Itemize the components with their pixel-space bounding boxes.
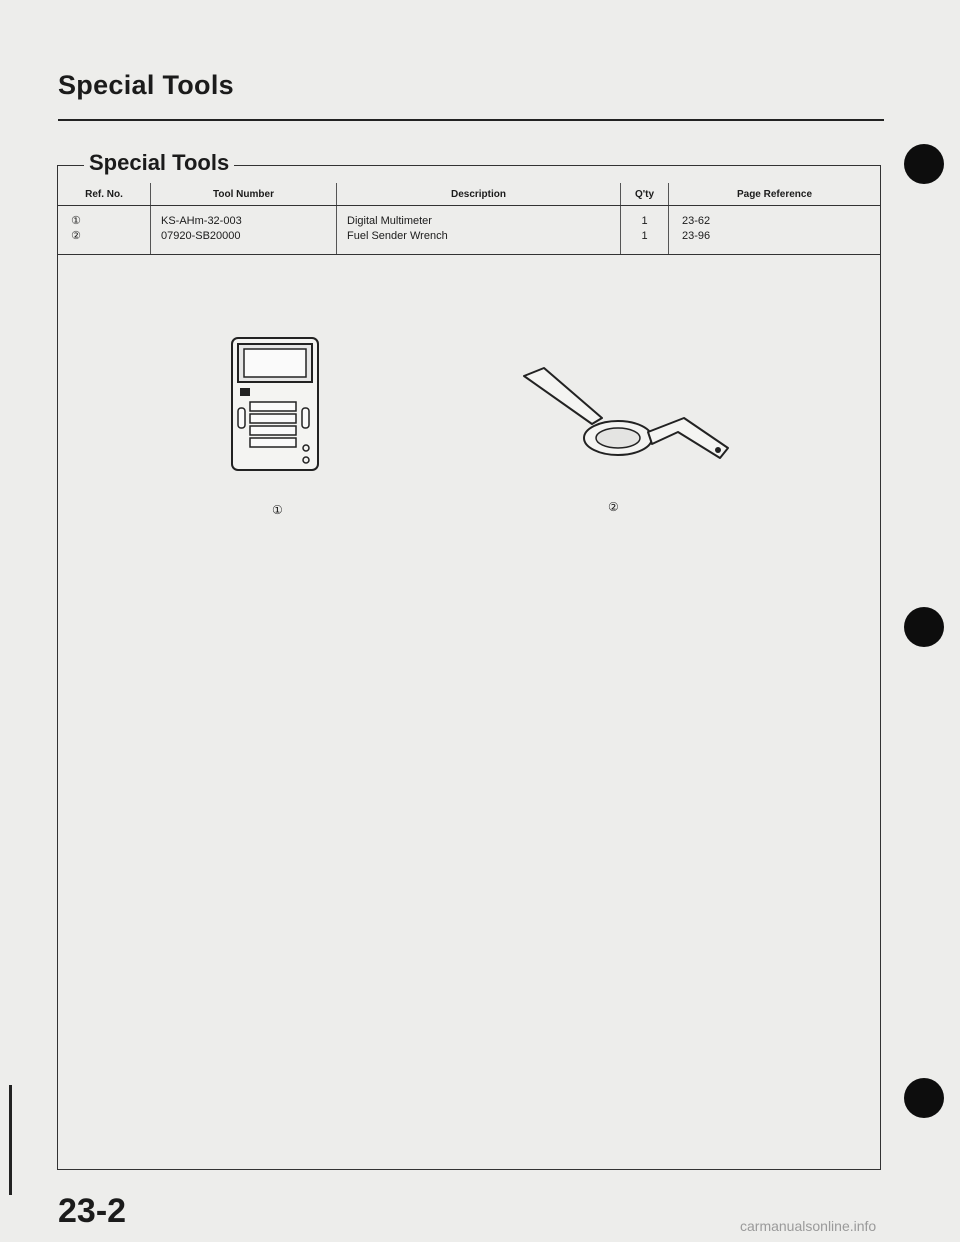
page-number: 23-2 xyxy=(58,1192,127,1230)
tool-number-1: KS-AHm-32-003 xyxy=(161,215,242,227)
ref-cell xyxy=(58,206,151,255)
page-title: Special Tools xyxy=(58,70,234,100)
ref-1: ① xyxy=(71,215,81,227)
fuel-sender-wrench-illustration xyxy=(518,366,736,468)
description-2: Fuel Sender Wrench xyxy=(347,230,448,242)
tool-number-cell xyxy=(151,206,337,255)
page-ref-1: 23-62 xyxy=(682,215,711,227)
description-1: Digital Multimeter xyxy=(347,215,432,227)
header-ref-no: Ref. No. xyxy=(58,183,151,206)
section-title: Special Tools xyxy=(84,150,234,176)
table-header-row xyxy=(58,183,880,206)
header-tool-number: Tool Number xyxy=(151,183,337,206)
qty-cell xyxy=(621,206,669,255)
qty-2: 1 xyxy=(641,230,648,242)
binder-hole-1 xyxy=(904,144,944,184)
page-reference-cell xyxy=(669,206,881,255)
binder-hole-3 xyxy=(904,1078,944,1118)
description-cell xyxy=(337,206,621,255)
header-qty: Q'ty xyxy=(621,183,669,206)
qty-1: 1 xyxy=(641,215,648,227)
page-ref-2: 23-96 xyxy=(682,230,711,242)
table-row xyxy=(58,206,880,255)
margin-bar xyxy=(9,1085,12,1195)
ref-2: ② xyxy=(71,230,81,242)
digital-multimeter-illustration xyxy=(228,336,324,476)
watermark: carmanualsonline.info xyxy=(740,1218,877,1234)
title-rule xyxy=(58,119,884,121)
multimeter-callout: ① xyxy=(272,503,283,517)
tool-number-2: 07920-SB20000 xyxy=(161,230,241,242)
binder-hole-2 xyxy=(904,607,944,647)
special-tools-table xyxy=(58,183,880,255)
header-page-reference: Page Reference xyxy=(669,183,881,206)
wrench-callout: ② xyxy=(608,500,619,514)
special-tools-frame xyxy=(57,165,881,1170)
header-description: Description xyxy=(337,183,621,206)
